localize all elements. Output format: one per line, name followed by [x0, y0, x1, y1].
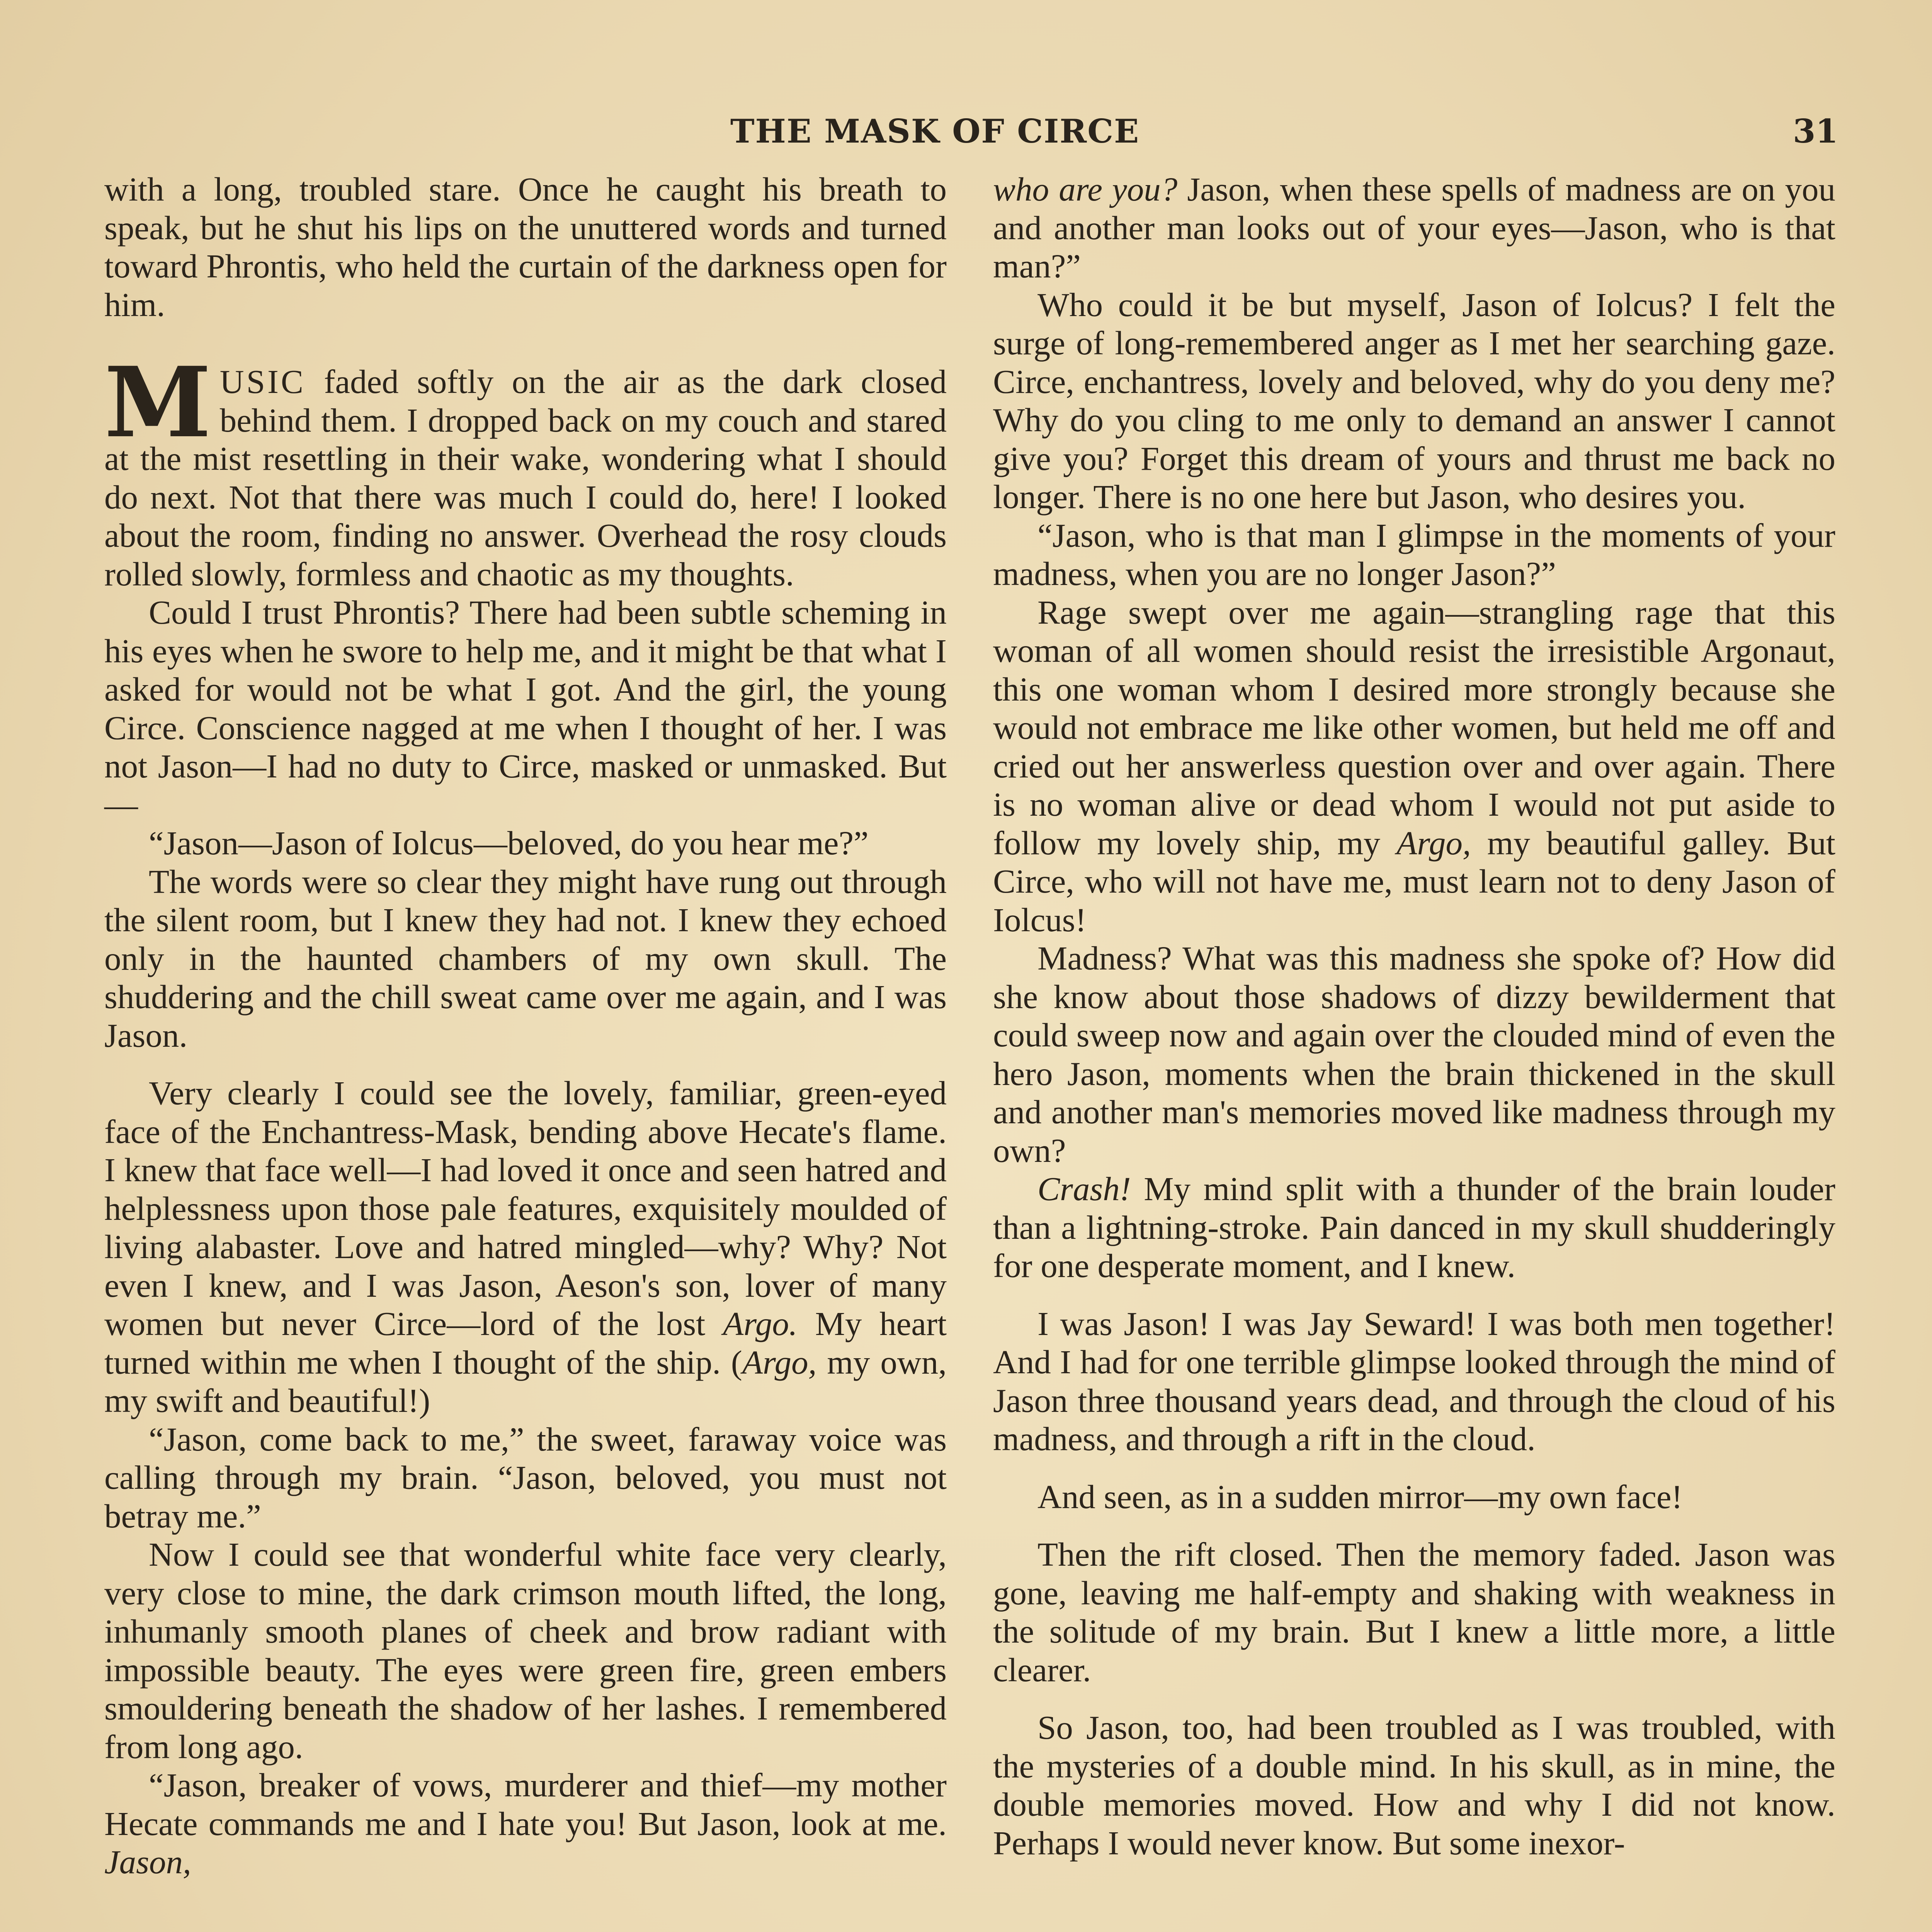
paragraph: “Jason—Jason of Iolcus—beloved, do you hear me?” — [149, 824, 869, 862]
paragraph — [104, 1766, 947, 1881]
paragraph-text: My heart turned within me when I thought of the ship. ( — [104, 1305, 947, 1381]
emphasis: Jason, — [104, 1843, 191, 1881]
emphasis: Crash! — [1037, 1170, 1131, 1208]
paragraph: I was Jason! I was Jay Seward! I was both men together! And I had for one terrible glimpse looked through the mind of Jason three thousand years dead, and through the cloud of his madness, and through a rift in the cloud. — [993, 1304, 1835, 1458]
paragraph-text: Very clearly I could see the lovely, familiar, green-eyed face of the Enchantress-Mask, bending above Hecate's flame. I knew that face well—I had loved it once and seen hatred and helplessness upon those pale features, exquisitely moulded of living alabaster. Love and hatred mingled—why? Why? Not even I knew, and I was Jason, Aeson's son, lover of many women but never Circe—lord of the lost — [104, 1074, 947, 1342]
paragraph — [993, 1170, 1835, 1285]
page-number: 31 — [1793, 112, 1838, 150]
paragraph: Who could it be but myself, Jason of Iolcus? I felt the surge of long-remembered anger as I met her searching gaze. Circe, enchantress, lovely and beloved, why do you deny me? Why do you cling to me only to demand an answer I cannot give you? Forget this dream of yours and thrust me back no longer. There is no one here but Jason, who desires you. — [993, 286, 1835, 515]
paragraph — [104, 1074, 947, 1420]
text-column-right — [993, 170, 1835, 1862]
paragraph — [993, 593, 1835, 939]
paragraph-text: My mind split with a thunder of the brain louder than a lightning-stroke. Pain danced in my skull shudderingly for one desperate moment, and I knew. — [993, 1170, 1835, 1284]
ship-name: Argo. — [723, 1305, 798, 1342]
ship-name: Argo, — [1396, 824, 1471, 862]
paragraph-text: my beautiful galley. But Circe, who will not have me, must learn not to deny Jason of Iolcus! — [993, 824, 1835, 939]
paragraph: Then the rift closed. Then the memory faded. Jason was gone, leaving me half-empty and shaking with weakness in the solitude of my brain. But I knew a little more, a little clearer. — [993, 1536, 1835, 1689]
paragraph: Madness? What was this madness she spoke of? How did she know about those shadows of dizzy bewilderment that could sweep now and again over the clouded mind of even the hero Jason, moments when the brain thickened in the skull and another man's memories moved like madness through my own? — [993, 939, 1835, 1169]
paragraph: with a long, troubled stare. Once he caught his breath to speak, but he shut his lips on the unuttered words and turned toward Phrontis, who held the curtain of the darkness open for him. — [104, 170, 947, 323]
paragraph-drop-cap — [104, 345, 947, 593]
paragraph: “Jason, come back to me,” the sweet, faraway voice was calling through my brain. “Jason, beloved, you must not betray me.” — [104, 1420, 947, 1535]
paragraph: Could I trust Phrontis? There had been subtle scheming in his eyes when he swore to help me, and it might be that what I asked for would not be what I got. And the girl, the young Circe. Conscience nagged at me when I thought of her. I was not Jason—I had no duty to Circe, masked or unmasked. But— — [104, 594, 947, 823]
paragraph-text: Jason, when these spells of madness are on you and another man looks out of your eyes—Jason, who is that man?” — [993, 170, 1835, 285]
paragraph — [993, 170, 1835, 286]
paragraph: The words were so clear they might have rung out through the silent room, but I knew they had not. I knew they echoed only in the haunted chambers of my own skull. The shuddering and the chill sweat came over me again, and I was Jason. — [104, 862, 947, 1054]
paragraph-text: faded softly on the air as the dark closed behind them. I dropped back on my couch and stared at the mist resettling in their wake, wondering what I should do next. Not that there was much I could do, here! I looked about the room, finding no answer. Overhead the rosy clouds rolled slowly, formless and chaotic as my thoughts. — [104, 363, 947, 593]
paragraph-text: my own, my swift and beautiful!) — [104, 1343, 947, 1419]
lead-in: USIC — [219, 363, 306, 400]
ship-name: Argo, — [742, 1343, 817, 1381]
emphasis: who are you? — [993, 170, 1178, 208]
paragraph: So Jason, too, had been troubled as I was troubled, with the mysteries of a double mind. In his skull, as in mine, the double memories moved. How and why I did not know. Perhaps I would never know. But some inexor- — [993, 1709, 1835, 1862]
running-title: THE MASK OF CIRCE — [730, 112, 1140, 150]
text-column-left — [104, 170, 947, 1881]
page-header — [0, 112, 1932, 158]
paragraph: “Jason, who is that man I glimpse in the moments of your madness, when you are no longer Jason?” — [993, 516, 1835, 592]
paragraph-text: Rage swept over me again—strangling rage that this woman of all women should resist the irresistible Argonaut, this one woman whom I desired more strongly because she would not embrace me like other women, but held me off and cried out her answerless question over and over again. There is no woman alive or dead whom I would not put aside to follow my lovely ship, my — [993, 593, 1835, 862]
paragraph: Now I could see that wonderful white face very clearly, very close to mine, the dark crimson mouth lifted, the long, inhumanly smooth planes of cheek and brow radiant with impossible beauty. The eyes were green fire, green embers smouldering beneath the shadow of her lashes. I remembered from long ago. — [104, 1536, 947, 1765]
drop-cap: M — [104, 345, 211, 459]
paragraph: And seen, as in a sudden mirror—my own face! — [1037, 1478, 1683, 1515]
paragraph-text: “Jason, breaker of vows, murderer and thief—my mother Hecate commands me and I hate you! But Jason, look at me. — [104, 1766, 947, 1842]
